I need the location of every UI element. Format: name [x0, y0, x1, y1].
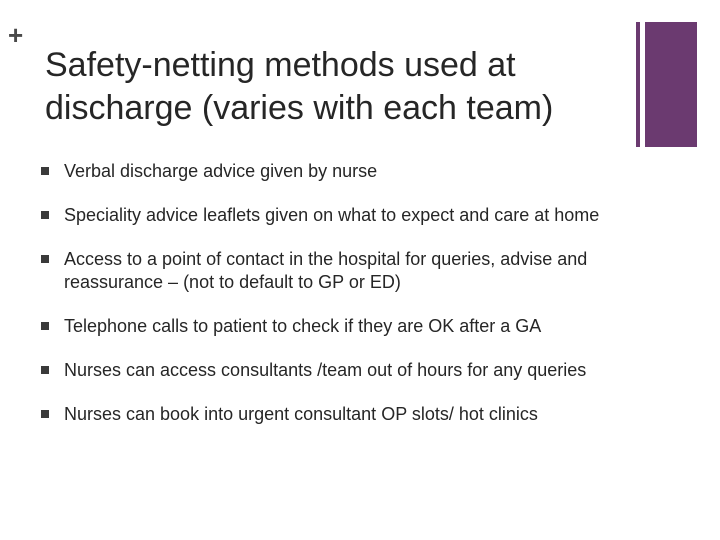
square-bullet-icon [41, 167, 49, 175]
bullet-text: Nurses can book into urgent consultant OP slots/ hot clinics [64, 404, 538, 424]
bullet-item [40, 359, 620, 382]
bullet-text: Nurses can access consultants /team out of hours for any queries [64, 360, 587, 380]
bullet-text: Access to a point of contact in the hospital for queries, advise and reassurance – (not to default to GP or ED) [64, 249, 588, 292]
square-bullet-icon [41, 255, 49, 263]
bullet-item [40, 315, 620, 338]
accent-bar-thick [645, 22, 697, 147]
bullet-text: Telephone calls to patient to check if they are OK after a GA [64, 316, 542, 336]
bullet-text: Verbal discharge advice given by nurse [64, 161, 378, 181]
bullet-item [40, 248, 620, 294]
bullet-item [40, 160, 620, 183]
bullet-item [40, 403, 620, 426]
slide-title: Safety-netting methods used at discharge (varies with each team) [45, 46, 554, 127]
plus-decoration: + [8, 20, 24, 50]
bullet-text: Speciality advice leaflets given on what to expect and care at home [64, 205, 600, 225]
square-bullet-icon [41, 211, 49, 219]
square-bullet-icon [41, 366, 49, 374]
square-bullet-icon [41, 322, 49, 330]
bullet-list [40, 160, 620, 426]
bullet-item [40, 204, 620, 227]
accent-bar-thin [636, 22, 640, 147]
square-bullet-icon [41, 410, 49, 418]
